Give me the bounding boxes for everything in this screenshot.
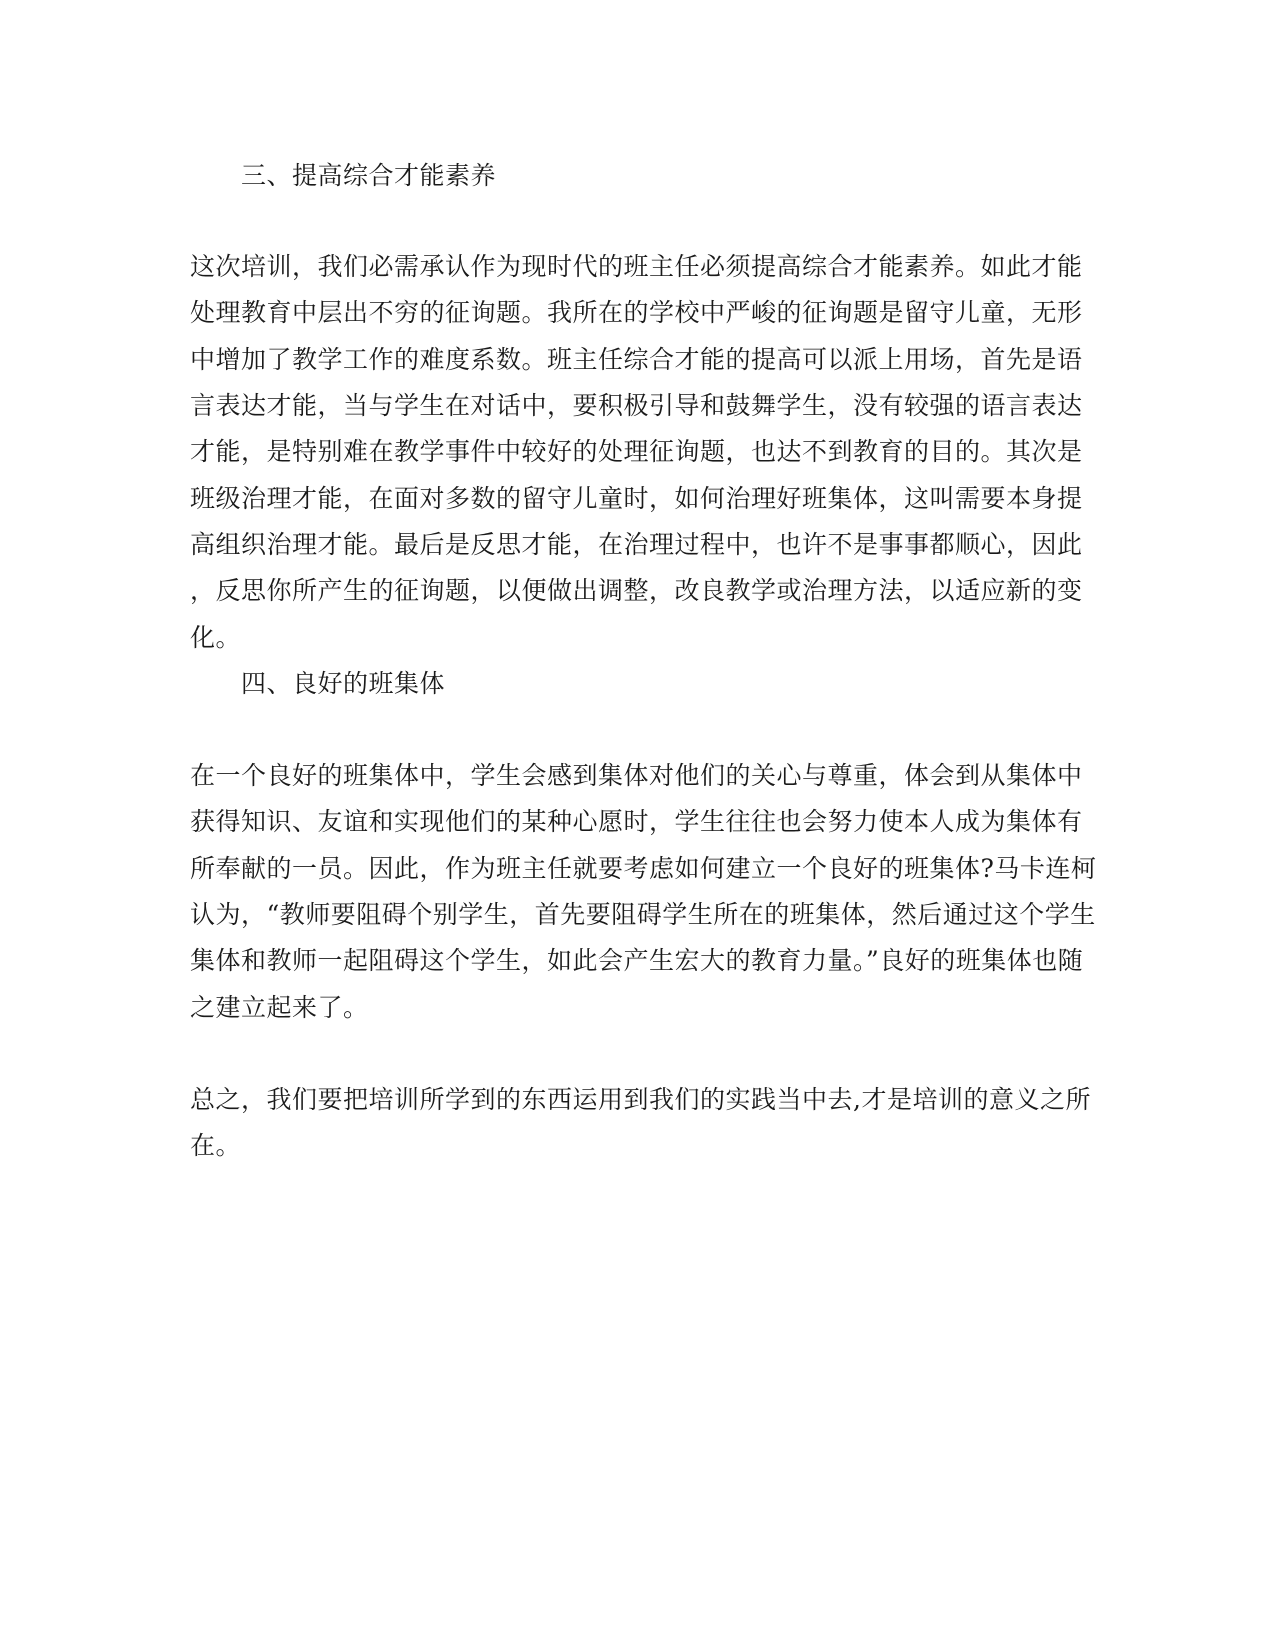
section-4-line-3: 所奉献的一员。因此，作为班主任就要考虑如何建立一个良好的班集体?马卡连柯 (190, 854, 1097, 883)
section-4-line-1: 在一个良好的班集体中，学生会感到集体对他们的关心与尊重，体会到从集体中 (190, 761, 1083, 790)
conclusion-line-1: 总之，我们要把培训所学到的东西运用到我们的实践当中去,才是培训的意义之所 (190, 1085, 1091, 1114)
section-3-line-4: 言表达才能，当与学生在对话中，要积极引导和鼓舞学生，没有较强的语言表达 (190, 391, 1083, 420)
section-3-line-1: 这次培训，我们必需承认作为现时代的班主任必须提高综合才能素养。如此才能 (190, 252, 1083, 281)
section-3-line-6: 班级治理才能，在面对多数的留守儿童时，如何治理好班集体，这叫需要本身提 (190, 484, 1083, 513)
section-3-heading: 三、提高综合才能素养 (241, 161, 497, 190)
section-4-line-2: 获得知识、友谊和实现他们的某种心愿时，学生往往也会努力使本人成为集体有 (190, 807, 1083, 836)
section-3-line-9: 化。 (190, 623, 242, 652)
conclusion-line-2: 在。 (190, 1131, 242, 1160)
section-3-line-7: 高组织治理才能。最后是反思才能，在治理过程中，也许不是事事都顺心，因此 (190, 530, 1083, 559)
section-4-line-6: 之建立起来了。 (190, 993, 369, 1022)
section-4-heading: 四、良好的班集体 (241, 669, 446, 698)
section-4-line-4: 认为，“教师要阻碍个别学生，首先要阻碍学生所在的班集体，然后通过这个学生 (190, 900, 1096, 929)
section-3-line-3: 中增加了教学工作的难度系数。班主任综合才能的提高可以派上用场，首先是语 (190, 345, 1083, 374)
section-3-line-8: ，反思你所产生的征询题，以便做出调整，改良教学或治理方法，以适应新的变 (190, 576, 1083, 605)
section-4-line-5: 集体和教师一起阻碍这个学生，如此会产生宏大的教育力量。”良好的班集体也随 (190, 946, 1084, 975)
section-3-line-2: 处理教育中层出不穷的征询题。我所在的学校中严峻的征询题是留守儿童，无形 (190, 298, 1083, 327)
section-3-line-5: 才能，是特别难在教学事件中较好的处理征询题，也达不到教育的目的。其次是 (190, 437, 1083, 466)
